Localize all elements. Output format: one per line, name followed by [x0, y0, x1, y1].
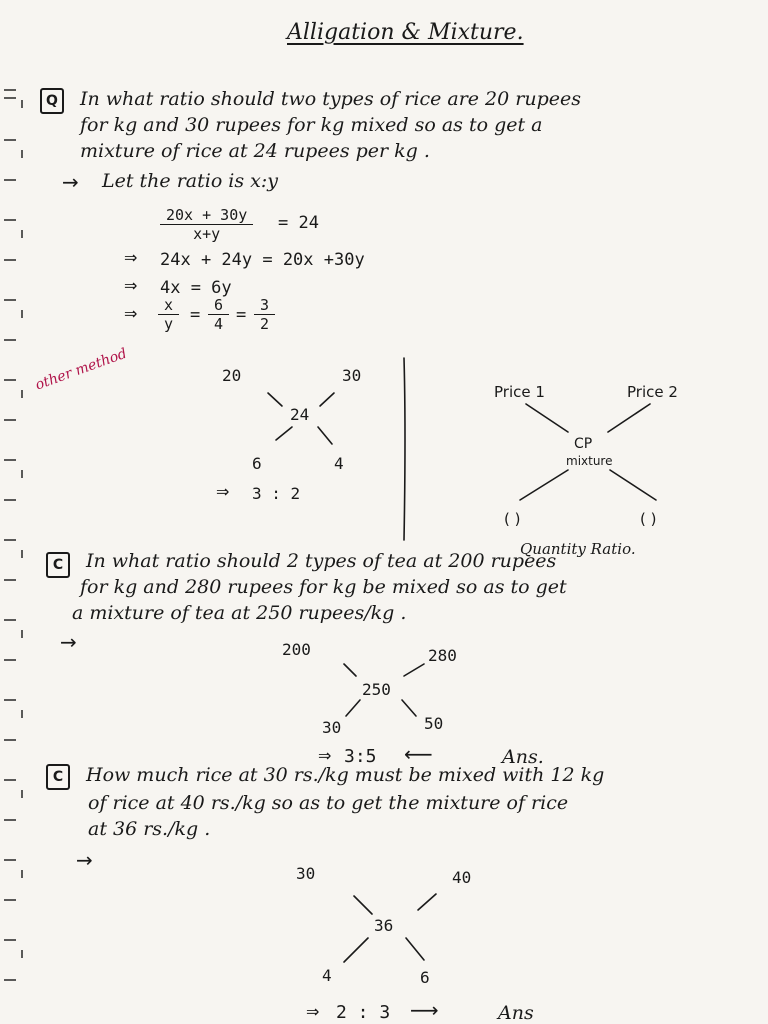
q3-line-3: at 36 rs./kg . — [88, 818, 211, 840]
q3-cross-center: 36 — [374, 916, 394, 935]
q1-equation-fraction — [160, 206, 253, 243]
q1-line-3: mixture of rice at 24 rupees per kg . — [80, 140, 430, 162]
implies-icon: ⇒ — [216, 482, 230, 501]
margin-marks — [0, 80, 40, 1020]
q2-cross-stroke — [346, 700, 360, 716]
q3-line-2: of rice at 40 rs./kg so as to get the mixture of rice — [88, 792, 569, 814]
implies-icon: ⇒ — [318, 746, 332, 765]
q1-cross-center: 24 — [290, 405, 310, 424]
q1-cross-top-right: 30 — [342, 366, 362, 385]
diagram-mixture: mixture — [566, 454, 613, 468]
q1-let-ratio: Let the ratio is x:y — [102, 170, 279, 192]
q1-step-3-lhs-den: y — [164, 315, 174, 333]
q3-result-ratio: 2 : 3 — [336, 1002, 391, 1023]
q2-cross-stroke — [404, 664, 424, 676]
q3-cross-stroke — [344, 938, 368, 962]
diagram-stroke — [610, 470, 656, 500]
q3-cross-top-right: 40 — [452, 868, 472, 887]
diagram-price-2: Price 2 — [627, 383, 678, 401]
q1-cross-stroke — [268, 393, 282, 406]
q1-step-3-rhs-num: 3 — [254, 296, 275, 315]
q2-line-3: a mixture of tea at 250 rupees/kg . — [72, 602, 407, 624]
question-tag-3: C — [46, 764, 70, 790]
question-tag-1: Q — [40, 88, 64, 114]
q1-equation-rhs: = 24 — [278, 213, 319, 233]
q2-cross-center: 250 — [362, 680, 391, 699]
q2-line-2: for kg and 280 rupees for kg be mixed so as to get — [80, 576, 567, 598]
q2-result-ratio: 3:5 — [344, 746, 377, 767]
arrow-icon: → — [76, 848, 93, 872]
q1-cross-top-left: 20 — [222, 366, 242, 385]
q1-step-3-mid-num: 6 — [208, 296, 229, 315]
q3-cross-top-left: 30 — [296, 864, 316, 883]
arrow-icon: → — [62, 170, 79, 194]
implies-icon: ⇒ — [306, 1002, 320, 1021]
page-title: Alligation & Mixture. — [287, 20, 524, 45]
q1-cross-stroke — [318, 427, 332, 444]
diagram-stroke — [520, 470, 568, 500]
q3-cross-stroke — [406, 938, 424, 960]
q1-step-3-mid — [208, 296, 229, 333]
equals-sign: = — [236, 305, 247, 325]
q1-equation-denominator: x+y — [193, 225, 221, 243]
q3-line-1: How much rice at 30 rs./kg must be mixed with 12 kg — [86, 764, 605, 786]
q3-cross-bottom-left: 4 — [322, 966, 332, 985]
q1-step-3-lhs-num: x — [158, 296, 179, 315]
long-arrow-right-icon: ⟶ — [410, 998, 439, 1022]
q2-line-1: In what ratio should 2 types of tea at 200 rupees — [86, 550, 557, 572]
q1-cross-bottom-right: 4 — [334, 454, 344, 473]
q1-step-3-rhs-den: 2 — [260, 315, 270, 333]
equals-sign: = — [190, 305, 201, 325]
question-tag-2: C — [46, 552, 70, 578]
q1-result-ratio: 3 : 2 — [252, 484, 301, 503]
implies-icon: ⇒ — [124, 304, 138, 323]
q3-answer-label: Ans — [498, 1002, 534, 1024]
q1-equation-numerator: 20x + 30y — [160, 206, 253, 225]
q1-line-2: for kg and 30 rupees for kg mixed so as to get a — [80, 114, 543, 136]
q1-step-3-rhs — [254, 296, 275, 333]
q2-cross-top-left: 200 — [282, 640, 311, 659]
q2-cross-bottom-left: 30 — [322, 718, 342, 737]
q1-step-1: 24x + 24y = 20x +30y — [160, 250, 365, 270]
q1-step-3-lhs — [158, 296, 179, 333]
diagram-price-1: Price 1 — [494, 383, 545, 401]
other-method-note: other method — [33, 345, 130, 394]
q1-step-2: 4x = 6y — [160, 278, 232, 298]
diagram-bottom-left: ( ) — [504, 510, 521, 528]
diagram-cp: CP — [574, 436, 593, 452]
arrow-icon: → — [60, 630, 77, 654]
diagram-stroke — [526, 404, 568, 432]
q1-cross-stroke — [320, 393, 334, 406]
q1-cross-stroke — [276, 427, 292, 440]
q2-cross-bottom-right: 50 — [424, 714, 444, 733]
implies-icon: ⇒ — [124, 276, 138, 295]
q2-cross-stroke — [344, 664, 356, 676]
q3-cross-bottom-right: 6 — [420, 968, 430, 987]
diagram-bottom-right: ( ) — [640, 510, 657, 528]
q2-cross-stroke — [402, 700, 416, 716]
q3-cross-stroke — [418, 894, 436, 910]
q1-line-1: In what ratio should two types of rice are 20 rupees — [80, 88, 581, 110]
diagram-stroke — [608, 404, 650, 432]
long-arrow-left-icon: ⟵ — [404, 742, 433, 766]
q2-answer-label: Ans. — [502, 746, 544, 768]
diagram-caption: Quantity Ratio. — [520, 540, 636, 558]
q3-cross-stroke — [354, 896, 372, 914]
q2-cross-top-right: 280 — [428, 646, 457, 665]
q1-step-3-mid-den: 4 — [214, 315, 224, 333]
implies-icon: ⇒ — [124, 248, 138, 267]
divider-line — [404, 358, 405, 540]
q1-cross-bottom-left: 6 — [252, 454, 262, 473]
